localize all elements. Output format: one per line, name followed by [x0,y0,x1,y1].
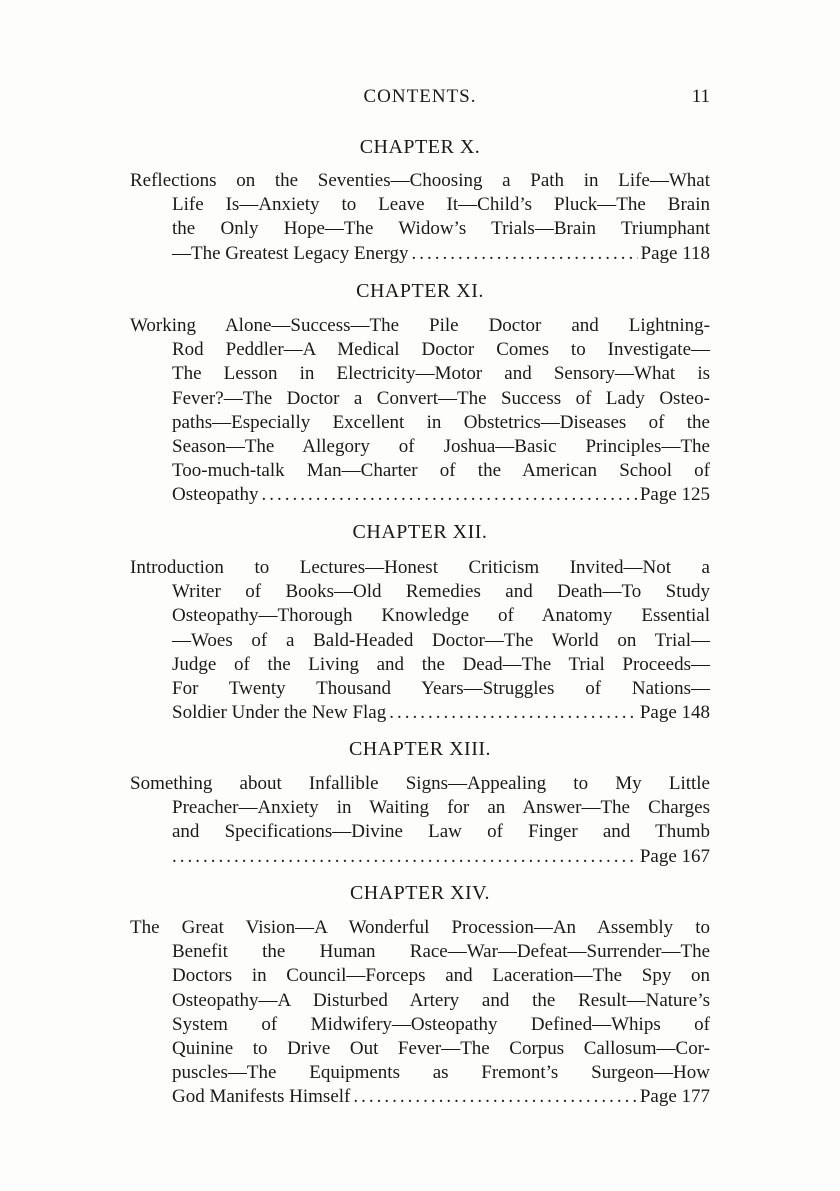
entry-line: Season—The Allegory of Joshua—Basic Principles—The [172,435,710,457]
entry-line: Too-much-talk Man—Charter of the American School of [172,460,710,482]
entry-line: Judge of the Living and the Dead—The Trial Proceeds— [172,653,710,675]
entry-line: paths—Especially Excellent in Obstetrics—Diseases of the [172,411,710,433]
chapter-heading: CHAPTER XIII. [348,738,492,760]
entry-line: Reflections on the Seventies—Choosing a Path in Life—What [130,170,710,191]
entry-line: Life Is—Anxiety to Leave It—Child’s Pluck—The Brain [172,194,710,216]
dot-leader [172,845,637,869]
toc-entry [130,556,710,725]
running-title: CONTENTS. [363,86,477,107]
entry-line: the Only Hope—The Widow’s Trials—Brain Triumphant [172,218,710,240]
page-reference: Page 177 [639,1086,710,1108]
chapter-heading: CHAPTER XII. [352,521,488,543]
entry-line: Fever?—The Doctor a Convert—The Success of Lady Osteo- [172,387,710,409]
page-reference: Page 167 [639,845,710,867]
page-reference: Page 118 [640,242,710,264]
entry-line: System of Midwifery—Osteopathy Defined—Whips of [172,1013,710,1035]
page-reference: Page 125 [639,484,710,506]
entry-line: puscles—The Equipments as Fremont’s Surgeon—How [172,1062,710,1084]
entry-line: —Woes of a Bald-Headed Doctor—The World on Trial— [172,629,710,651]
toc-entry [130,916,710,1110]
entry-line: Osteopathy—A Disturbed Artery and the Result—Nature’s [172,989,710,1011]
entry-last-line [130,483,710,507]
entry-line: Writer of Books—Old Remedies and Death—To Study [172,581,710,603]
entry-line: Benefit the Human Race—War—Defeat—Surrender—The [172,941,710,963]
entry-line: Introduction to Lectures—Honest Criticism Invited—Not a [130,557,710,578]
chapter-heading: CHAPTER X. [359,136,481,158]
chapter-heading: CHAPTER XI. [356,280,484,302]
toc-entry [130,169,710,266]
entry-line: Osteopathy [172,484,259,506]
chapter-heading: CHAPTER XIV. [349,882,491,904]
toc-entry [130,772,710,869]
dot-leader [262,483,637,507]
entry-line: For Twenty Thousand Years—Struggles of Nations— [172,677,710,699]
dot-leader [353,1085,636,1109]
entry-last-line [130,1085,710,1109]
entry-line: Doctors in Council—Forceps and Laceration—The Spy on [172,965,710,987]
entry-line: —The Greatest Legacy Energy [172,242,409,264]
running-head [130,86,710,112]
entry-last-line [130,845,710,869]
entry-last-line [130,701,710,725]
entry-line: Soldier Under the New Flag [172,702,387,724]
entry-line: and Specifications—Divine Law of Finger and Thumb [172,821,710,843]
entry-line: Quinine to Drive Out Fever—The Corpus Callosum—Cor- [172,1037,710,1059]
toc-entry [130,314,710,508]
entry-line: Rod Peddler—A Medical Doctor Comes to Investigate— [172,339,710,361]
entry-line: The Lesson in Electricity—Motor and Sensory—What is [172,363,710,385]
page-number: 11 [691,86,710,107]
entry-line: Something about Infallible Signs—Appealing to My Little [130,773,710,794]
entry-line: Preacher—Anxiety in Waiting for an Answer—The Charges [172,797,710,819]
page-reference: Page 148 [639,702,710,724]
entry-last-line [130,242,710,266]
entry-line: The Great Vision—A Wonderful Procession—An Assembly to [130,917,710,938]
entry-line: Osteopathy—Thorough Knowledge of Anatomy Essential [172,605,710,627]
entry-line: Working Alone—Success—The Pile Doctor and Lightning- [130,315,710,336]
entry-line: God Manifests Himself [172,1086,351,1108]
dot-leader [389,701,637,725]
dot-leader [412,242,638,266]
